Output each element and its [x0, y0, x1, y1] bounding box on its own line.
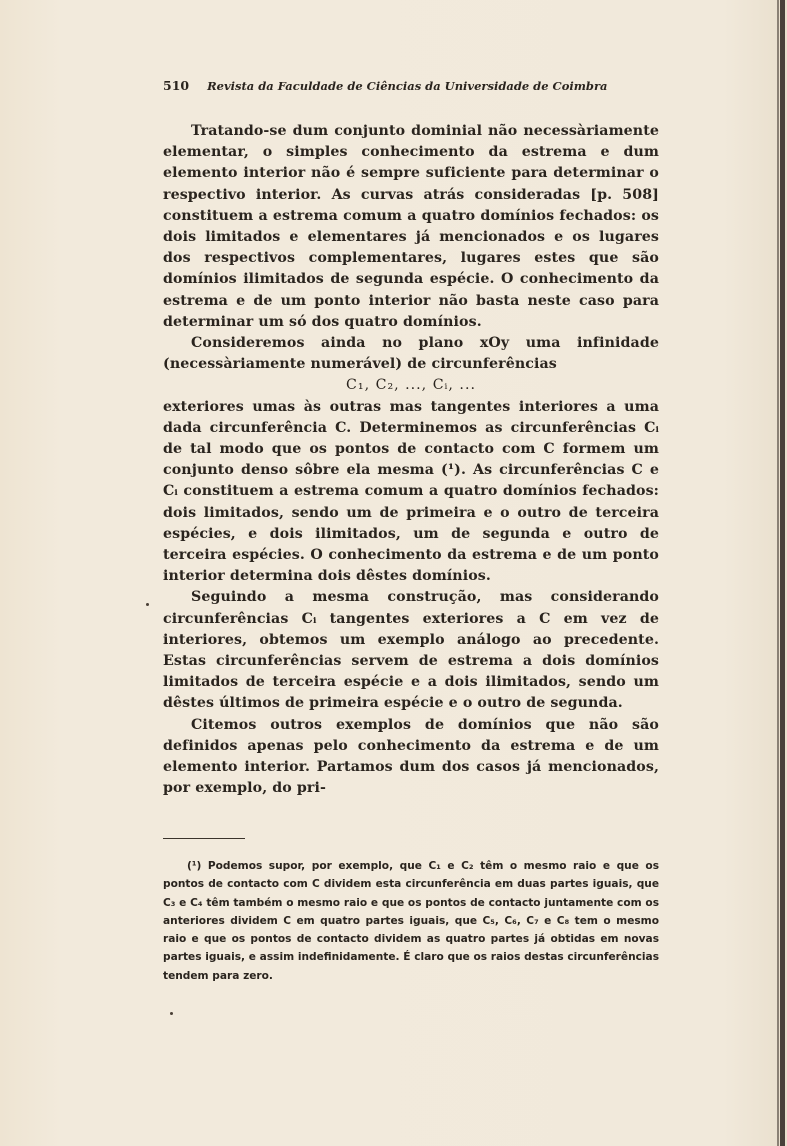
paragraph-3: exteriores umas às outras mas tangentes interiores a uma dada circunferência C. Determinemos as circunferências Cᵢ de tal modo que os pontos de contacto com C formem um conjunto denso sôbre ela mesma (¹). As circunferências C e Cᵢ constituem a estrema comum a quatro domínios fechados: dois limitados, sendo um de primeira e o outro de terceira espécies, e dois ilimitados, um de segunda e outro de terceira espécies. O conhecimento da estrema e de um ponto interior determina dois dêstes domínios.: [163, 398, 659, 585]
paragraph-2: Consideremos ainda no plano xOy uma infinidade (necessàriamente numerável) de circunferências: [163, 335, 659, 373]
footnote-text: (¹) Podemos supor, por exemplo, que C₁ e C₂ têm o mesmo raio e que os pontos de contacto com C dividem esta circunferência em duas partes iguais, que C₃ e C₄ têm também o mesmo raio e que os pontos de contacto juntamente com os anteriores dividem C em quatro partes iguais, que C₅, C₆, C₇ e C₈ tem o mesmo raio e que os pontos de contacto dividem as quatro partes já obtidas em novas partes iguais, e assim indefinidamente. É claro que os raios destas circunferências tendem para zero.: [163, 860, 659, 982]
main-text: [163, 121, 659, 800]
footnote: [163, 857, 659, 985]
page-edge-shadow: [777, 0, 779, 1146]
paragraph-5: Citemos outros exemplos de domínios que não são definidos apenas pelo conhecimento da estrema e de um elemento interior. Partamos dum dos casos já mencionados, por exemplo, do pri-: [163, 716, 659, 797]
formula-circle-sequence: C₁, C₂, ..., Cᵢ, ...: [346, 377, 476, 394]
paragraph-4: Seguindo a mesma construção, mas considerando circunferências Cᵢ tangentes exteriores a C em vez de interiores, obtemos um exemplo análogo ao precedente. Estas circunferências servem de estrema a dois domínios limitados de terceira espécie e a dois ilimitados, sendo um dêstes últimos de primeira espécie e o outro de segunda.: [163, 589, 659, 712]
page-binding-edge: [780, 0, 785, 1146]
margin-dot: [170, 1012, 173, 1015]
margin-dot: [146, 603, 149, 606]
paragraph-1: Tratando-se dum conjunto dominial não necessàriamente elementar, o simples conhecimento da estrema e dum elemento interior não é sempre suficiente para determinar o respectivo interior. As curvas atrás consideradas [p. 508] constituem a estrema comum a quatro domínios fechados: os dois limitados e elementares já mencionados e os lugares dos respectivos complementares, lugares estes que são domínios ilimitados de segunda espécie. O conhecimento da estrema e de um ponto interior não basta neste caso para determinar um só dos quatro domínios.: [163, 123, 659, 330]
footnote-separator: [163, 838, 245, 839]
page-number: 510: [163, 78, 190, 93]
running-header: [163, 78, 615, 93]
running-title: Revista da Faculdade de Ciências da Universidade de Coimbra: [207, 79, 608, 93]
